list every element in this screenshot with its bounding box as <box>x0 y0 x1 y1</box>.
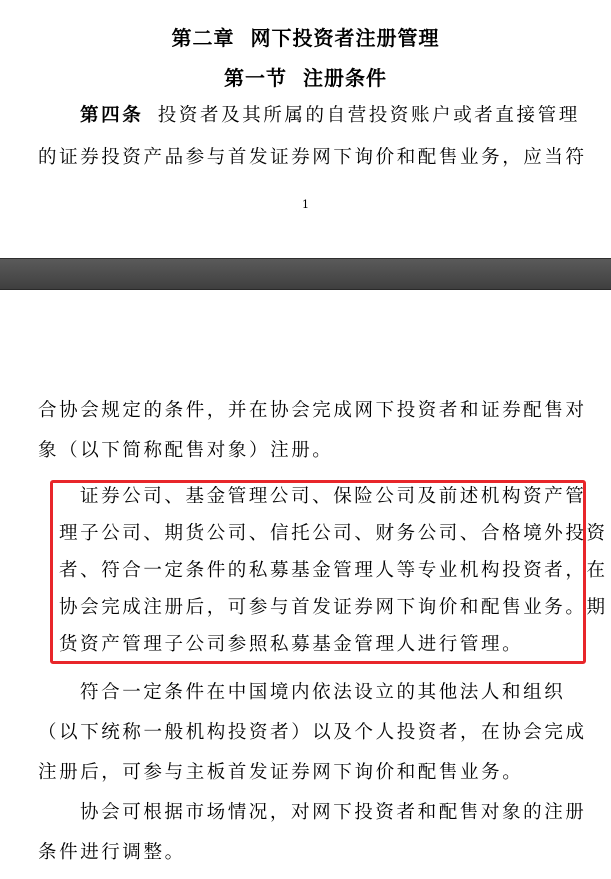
para2-line-4: 协会完成注册后，可参与首发证券网下询价和配售业务。期 <box>59 597 608 618</box>
para3-line-3: 注册后，可参与主板首发证券网下询价和配售业务。 <box>38 762 524 783</box>
page-separator <box>0 258 611 290</box>
article-line-2: 的证券投资产品参与首发证券网下询价和配售业务，应当符 <box>38 147 587 168</box>
para2-line-2: 理子公司、期货公司、信托公司、财务公司、合格境外投资 <box>59 523 608 544</box>
article-label: 第四条 <box>80 105 144 126</box>
para4-line-2: 条件进行调整。 <box>38 842 186 863</box>
chapter-title: 第二章 网下投资者注册管理 <box>171 26 440 50</box>
page-number: 1 <box>302 198 309 211</box>
para2-line-5: 货资产管理子公司参照私募基金管理人进行管理。 <box>59 634 524 655</box>
document-page-bottom <box>0 290 611 879</box>
para3-line-1: 符合一定条件在中国境内依法设立的其他法人和组织 <box>80 682 566 703</box>
para4-line-1: 协会可根据市场情况，对网下投资者和配售对象的注册 <box>80 802 587 823</box>
para2-line-1: 证券公司、基金管理公司、保险公司及前述机构资产管 <box>80 486 587 507</box>
para3-line-2: （以下统称一般机构投资者）以及个人投资者，在协会完成 <box>38 722 587 743</box>
article-text-1: 投资者及其所属的自营投资账户或者直接管理 <box>157 105 580 126</box>
para1-line-1: 合协会规定的条件，并在协会完成网下投资者和证券配售对 <box>38 400 587 421</box>
para1-line-2: 象（以下简称配售对象）注册。 <box>38 440 334 461</box>
section-title: 第一节 注册条件 <box>224 66 387 90</box>
article-line-1 <box>80 104 580 128</box>
para2-line-3: 者、符合一定条件的私募基金管理人等专业机构投资者，在 <box>59 560 608 581</box>
document-page-top <box>0 0 611 258</box>
